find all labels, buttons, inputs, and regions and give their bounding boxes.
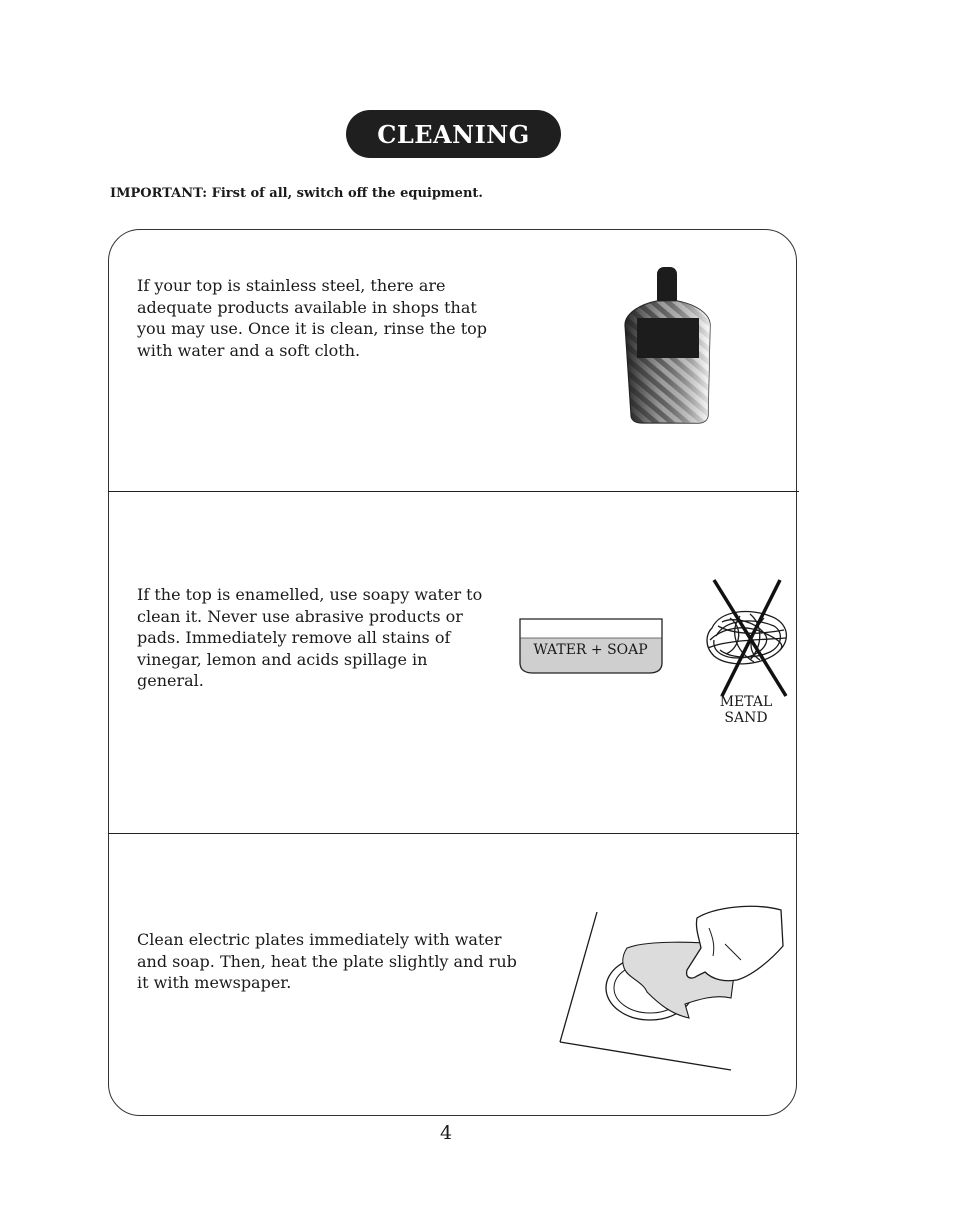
text-line: with water and a soft cloth.	[137, 340, 361, 360]
text-line: adequate products available in shops that	[137, 297, 477, 317]
important-note: IMPORTANT: First of all, switch off the equipment.	[110, 186, 483, 201]
page-number: 4	[439, 1122, 453, 1144]
text-line: it with mewspaper.	[137, 973, 292, 992]
text-line: Clean electric plates immediately with water	[137, 930, 502, 949]
text-line: pads. Immediately remove all stains of	[137, 628, 451, 647]
page-title-text: CLEANING	[377, 119, 530, 149]
section-1-text	[137, 275, 487, 361]
section-2-text	[137, 584, 482, 692]
text-line: you may use. Once it is clean, rinse the top	[137, 319, 488, 338]
text-line: If the top is enamelled, use soapy water to	[137, 585, 483, 604]
section-divider	[108, 491, 799, 492]
crossed-steel-wool-icon	[700, 578, 794, 702]
section-divider	[108, 833, 799, 834]
text-line: clean it. Never use abrasive products or	[137, 606, 463, 626]
text-line: and soap. Then, heat the plate slightly and rub	[137, 951, 517, 971]
page-title	[346, 110, 561, 158]
bowl-label: WATER + SOAP	[533, 642, 648, 658]
text-line: If your top is stainless steel, there are	[137, 276, 446, 295]
hand-wiping-plate-icon	[555, 900, 790, 1075]
section-3-text	[137, 929, 517, 994]
text-line: vinegar, lemon and acids spillage in	[137, 649, 428, 669]
forbidden-label-line: SAND	[724, 710, 768, 726]
cleaning-bottle-icon	[620, 265, 715, 427]
forbidden-label-line: METAL	[719, 694, 773, 710]
text-line: general.	[137, 671, 204, 690]
forbidden-label	[706, 694, 786, 726]
